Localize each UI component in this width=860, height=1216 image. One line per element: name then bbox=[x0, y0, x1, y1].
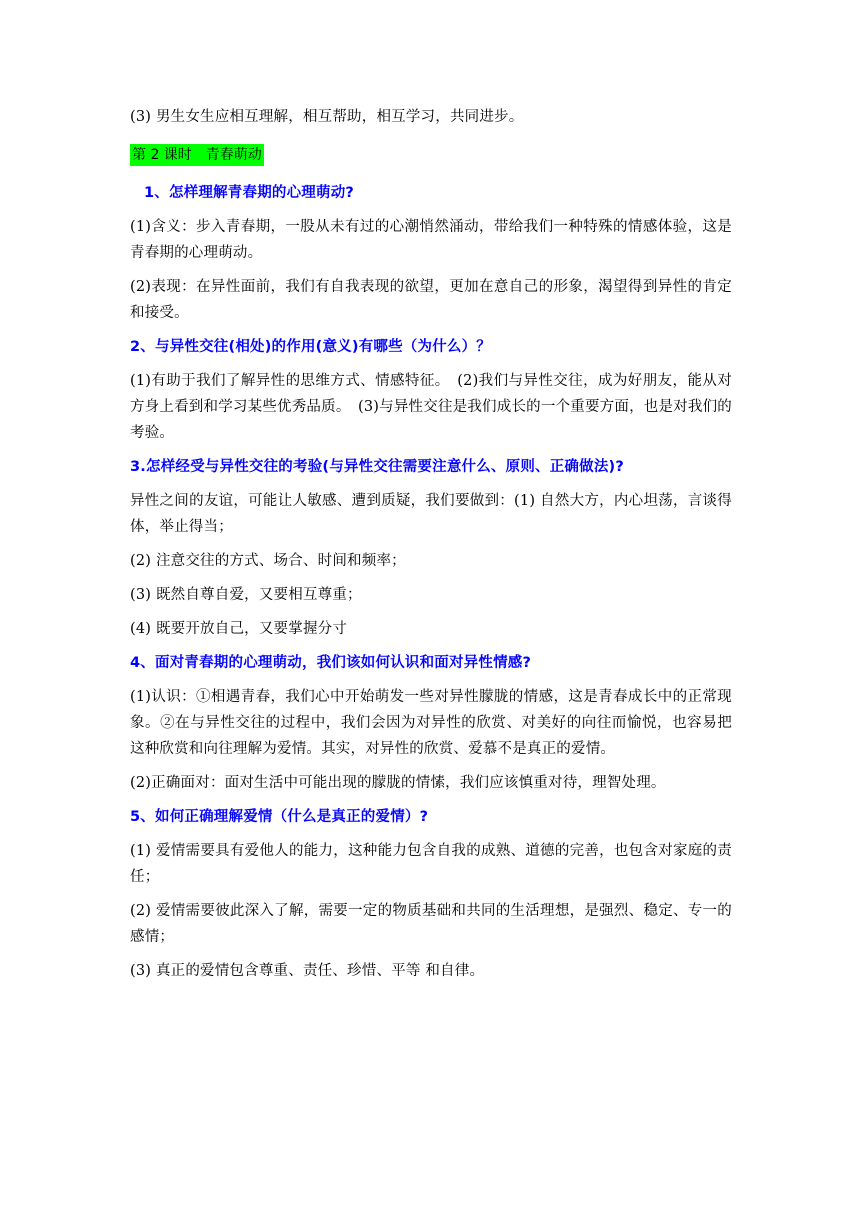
question-3-paragraph-4: (4) 既要开放自己，又要掌握分寸 bbox=[130, 621, 348, 637]
question-3-heading: 3.怎样经受与异性交往的考验(与异性交往需要注意什么、原则、正确做法)? bbox=[130, 459, 624, 475]
question-5-paragraph-2: (2) 爱情需要彼此深入了解，需要一定的物质基础和共同的生活理想，是强烈、稳定、专一的感情； bbox=[130, 903, 732, 945]
document-content bbox=[130, 100, 732, 984]
question-1-heading: 1、怎样理解青春期的心理萌动? bbox=[144, 185, 354, 201]
lesson-title-row bbox=[130, 144, 732, 166]
question-4-heading: 4、面对青春期的心理萌动，我们该如何认识和面对异性情感? bbox=[130, 655, 532, 671]
question-3-paragraph-1: 异性之间的友谊，可能让人敏感、遭到质疑，我们要做到：(1) 自然大方，内心坦荡，言谈得体，举止得当； bbox=[130, 493, 732, 535]
question-2-paragraph-1: (1)有助于我们了解异性的思维方式、情感特征。 (2)我们与异性交往，成为好朋友，能从对方身上看到和学习某些优秀品质。 (3)与异性交往是我们成长的一个重要方面，也是对我们的考验。 bbox=[130, 373, 732, 441]
question-1-paragraph-1: (1)含义：步入青春期，一股从未有过的心潮悄然涌动，带给我们一种特殊的情感体验，这是青春期的心理萌动。 bbox=[130, 219, 732, 261]
intro-point: (3) 男生女生应相互理解，相互帮助，相互学习，共同进步。 bbox=[130, 109, 524, 125]
question-4-paragraph-2: (2)正确面对：面对生活中可能出现的朦胧的情愫，我们应该慎重对待，理智处理。 bbox=[130, 775, 666, 791]
question-4-paragraph-1: (1)认识：①相遇青春，我们心中开始萌发一些对异性朦胧的情感，这是青春成长中的正常现象。②在与异性交往的过程中，我们会因为对异性的欣赏、对美好的向往而愉悦，也容易把这种欣赏和向往理解为爱情。其实，对异性的欣赏、爱慕不是真正的爱情。 bbox=[130, 689, 732, 757]
question-3-paragraph-2: (2) 注意交往的方式、场合、时间和频率； bbox=[130, 553, 406, 569]
question-2-heading: 2、与异性交往(相处)的作用(意义)有哪些（为什么）？ bbox=[130, 339, 491, 355]
lesson-title: 第 2 课时 青春萌动 bbox=[130, 144, 264, 166]
question-5-paragraph-3: (3) 真正的爱情包含尊重、责任、珍惜、平等 和自律。 bbox=[130, 963, 485, 979]
question-3-paragraph-3: (3) 既然自尊自爱，又要相互尊重； bbox=[130, 587, 362, 603]
question-5-heading: 5、如何正确理解爱情（什么是真正的爱情）? bbox=[130, 809, 429, 825]
question-5-paragraph-1: (1) 爱情需要具有爱他人的能力，这种能力包含自我的成熟、道德的完善，也包含对家庭的责任； bbox=[130, 843, 732, 885]
question-1-paragraph-2: (2)表现：在异性面前，我们有自我表现的欲望，更加在意自己的形象，渴望得到异性的肯定和接受。 bbox=[130, 279, 732, 321]
